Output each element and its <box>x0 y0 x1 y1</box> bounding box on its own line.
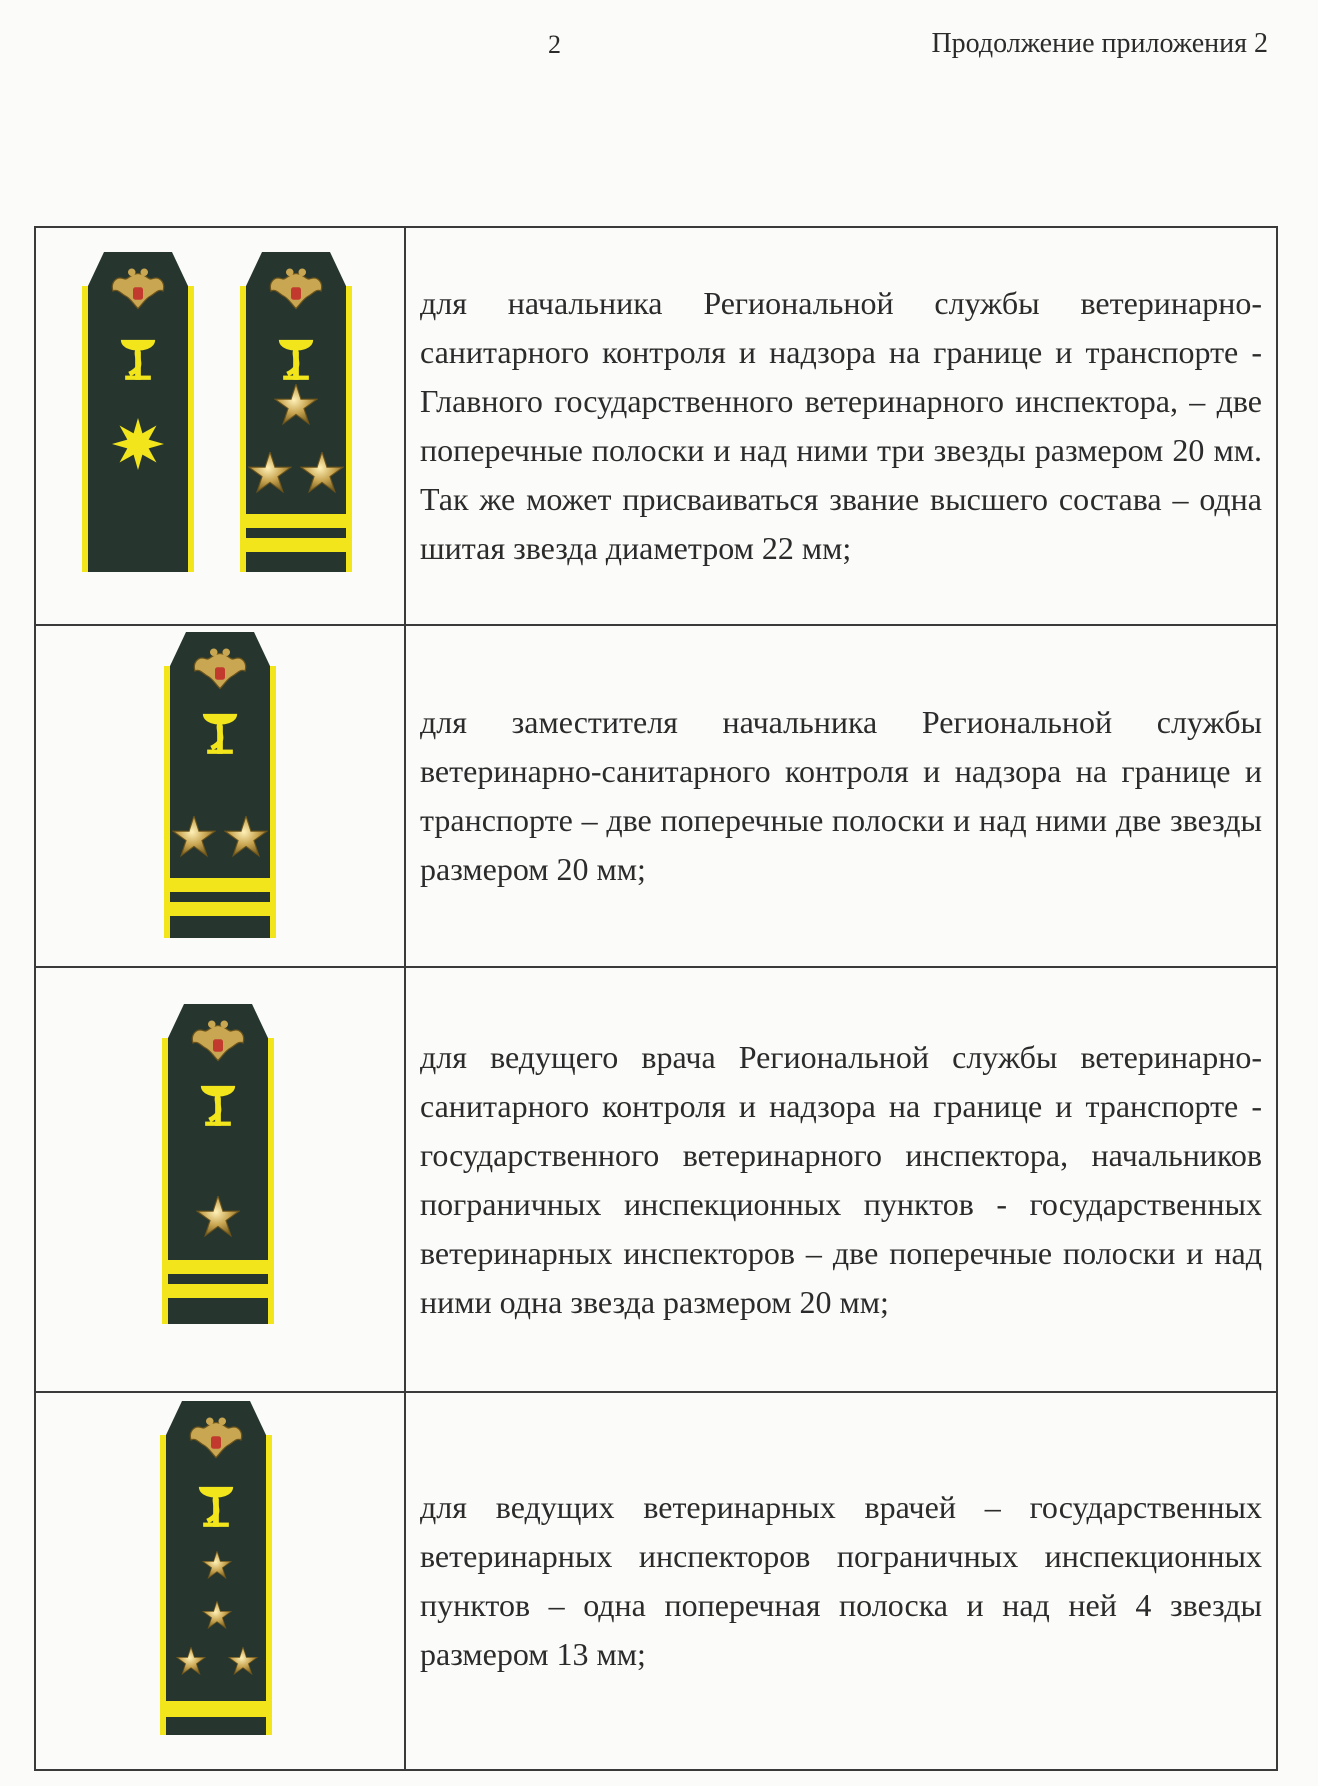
shoulder-strap <box>240 252 352 572</box>
running-head: Продолжение приложения 2 <box>931 28 1268 59</box>
rank-description: для начальника Региональной службы ветеринарно-санитарного контроля и надзора на границе и транспорте - Главного государственного ветеринарного инспектора, – две поперечные полоски и над ними три звезды размером 20 мм. Так же может присваиваться звание высшего состава – одна шитая звезда диаметром 22 мм; <box>405 227 1277 625</box>
shoulder-strap-image <box>36 1393 404 1769</box>
stripe <box>160 1701 272 1717</box>
shoulder-strap <box>82 252 194 572</box>
insignia-image-cell <box>35 967 405 1392</box>
shoulder-strap-pair-image <box>36 228 404 624</box>
insignia-image-cell <box>35 1392 405 1770</box>
insignia-image-cell <box>35 625 405 967</box>
shoulder-strap <box>164 632 276 938</box>
table-row <box>35 1392 1277 1770</box>
page-number: 2 <box>548 30 561 59</box>
stripe <box>164 902 276 916</box>
table-row <box>35 625 1277 967</box>
embroidered-star-icon <box>112 418 164 470</box>
rank-description: для ведущих ветеринарных врачей – государственных ветеринарных инспекторов пограничных инспекционных пунктов – одна поперечная полоска и над ней 4 звезды размером 13 мм; <box>405 1392 1277 1770</box>
rank-insignia-table <box>34 226 1278 1771</box>
stripe <box>162 1284 274 1298</box>
shoulder-strap-image <box>36 626 404 966</box>
shoulder-strap <box>162 1004 274 1324</box>
insignia-image-cell <box>35 227 405 625</box>
shoulder-strap <box>160 1401 272 1735</box>
rank-description: для заместителя начальника Региональной службы ветеринарно-санитарного контроля и надзора на границе и транспорте – две поперечные полоски и над ними две звезды размером 20 мм; <box>405 625 1277 967</box>
stripe <box>162 1260 274 1274</box>
shoulder-strap-image <box>36 968 404 1391</box>
rank-description: для ведущего врача Региональной службы ветеринарно-санитарного контроля и надзора на границе и транспорте - государственного ветеринарного инспектора, начальников пограничных инспекционных пунктов - государственных ветеринарных инспекторов – две поперечные полоски и над ними одна звезда размером 20 мм; <box>405 967 1277 1392</box>
stripe <box>240 538 352 552</box>
table-row <box>35 227 1277 625</box>
stripe <box>240 514 352 528</box>
stripe <box>164 878 276 892</box>
table-row <box>35 967 1277 1392</box>
